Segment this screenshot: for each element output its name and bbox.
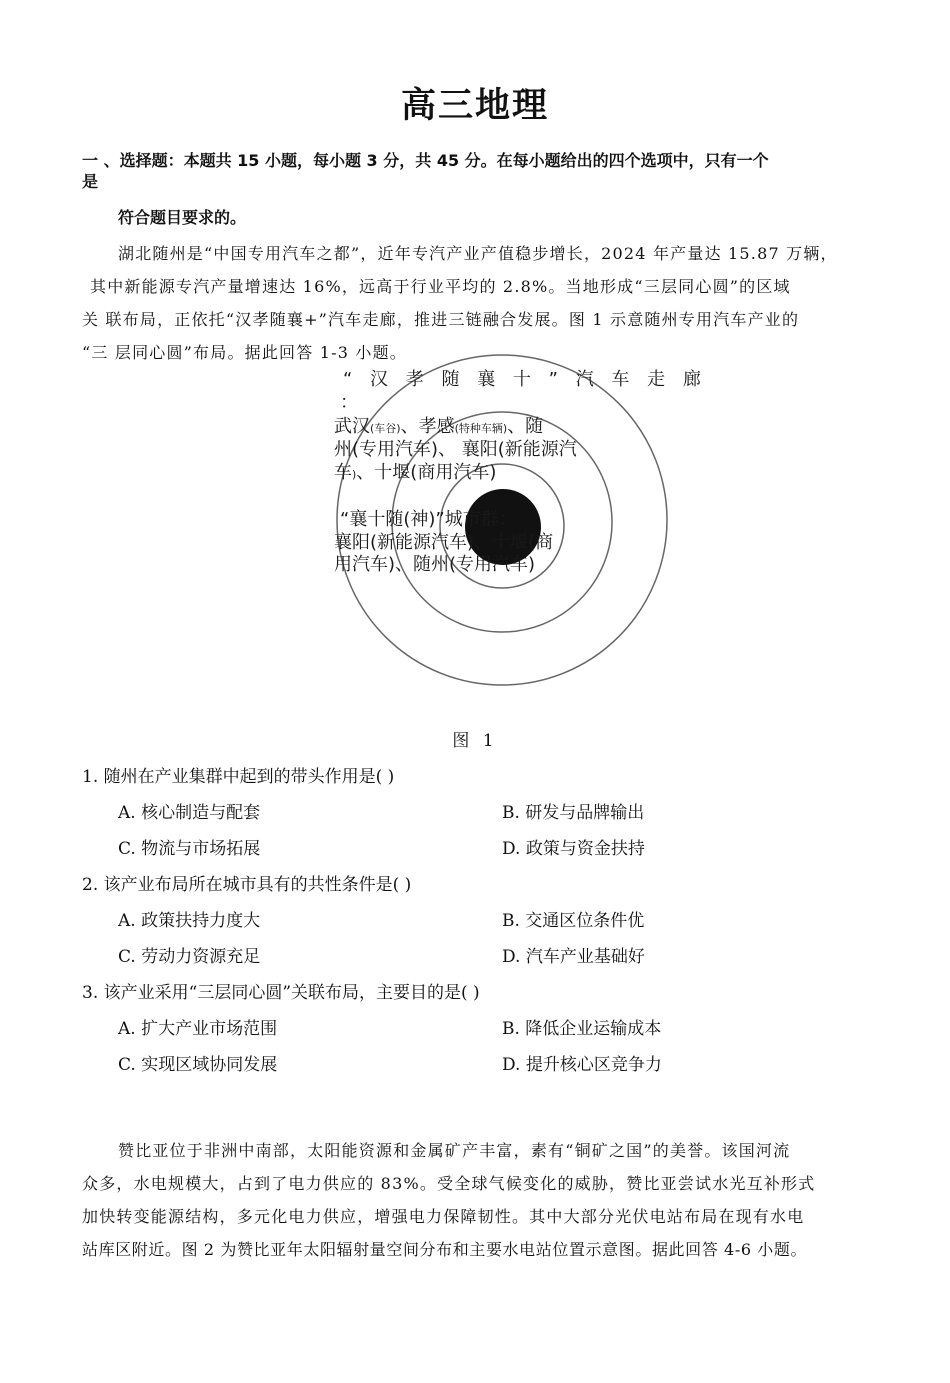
passage2-line: 加快转变能源结构，多元化电力供应，增强电力保障韧性。其中大部分光伏电站布局在现有水电 [82,1207,805,1226]
page-title: 高三地理 [400,86,549,126]
middle-ring-title: “襄十随(神)”城市群： [340,509,517,530]
section-heading-wrap: 是 [82,172,99,191]
middle-ring-line: 用汽车)、随州(专用汽车) [334,554,536,575]
passage2-line: 站库区附近。图 2 为赞比亚年太阳辐射量空间分布和主要水电站位置示意图。据此回答 4-6 小题。 [82,1240,808,1259]
outer-ring-line: 车)、十堰(商用汽车) [334,462,497,483]
outer-ring-line: 州(专用汽车)、 襄阳(新能源汽 [334,439,577,460]
option-d: D. 政策与资金扶持 [502,839,645,859]
option-c: C. 实现区域协同发展 [118,1055,278,1075]
option-b: B. 交通区位条件优 [502,911,645,931]
option-b: B. 研发与品牌输出 [502,803,645,823]
question-stem: 3. 该产业采用“三层同心圆”关联布局，主要目的是( ) [82,983,480,1003]
option-a: A. 扩大产业市场范围 [118,1019,278,1039]
option-d: D. 汽车产业基础好 [502,947,645,967]
passage1-line: 湖北随州是“中国专用汽车之都”，近年专汽产业产值稳步增长，2024 年产量达 15.87 万辆， [118,244,838,263]
option-c: C. 物流与市场拓展 [118,839,261,859]
passage1-line: 关 联布局，正依托“汉孝随襄+”汽车走廊，推进三链融合发展。图 1 示意随州专用汽车产业的 [82,310,800,329]
question-stem: 2. 该产业布局所在城市具有的共性条件是( ) [82,875,412,895]
passage2-line: 众多，水电规模大，占到了电力供应的 83%。受全球气候变化的威胁，赞比亚尝试水光互补形式 [82,1174,816,1193]
middle-ring-line: 襄阳(新能源汽车)、十堰(商 [334,532,554,553]
option-b: B. 降低企业运输成本 [502,1019,662,1039]
option-c: C. 劳动力资源充足 [118,947,261,967]
passage1-line: 其中新能源专汽产量增速达 16%，远高于行业平均的 2.8%。当地形成“三层同心圆”的区域 [90,277,791,296]
outer-ring-title: “ 汉 孝 随 襄 十 ” 汽 车 走 廊 [343,369,707,390]
question-stem: 1. 随州在产业集群中起到的带头作用是( ) [82,767,395,787]
passage1-line: “三 层同心圆”布局。据此回答 1-3 小题。 [82,343,407,362]
option-d: D. 提升核心区竞争力 [502,1055,662,1075]
option-a: A. 政策扶持力度大 [118,911,261,931]
section-heading-cont: 符合题目要求的。 [118,208,247,227]
outer-ring-colon: ： [340,392,358,413]
passage2-line: 赞比亚位于非洲中南部，太阳能资源和金属矿产丰富，素有“铜矿之国”的美誉。该国河流 [118,1141,791,1160]
outer-ring-line: 武汉(车谷)、孝感(特种车辆)、随 [334,416,544,437]
section-heading: 一 、选择题：本题共 15 小题，每小题 3 分，共 45 分。在每小题给出的四个选项中，只有一个 [82,151,769,170]
figure-caption: 图 1 [452,731,498,751]
option-a: A. 核心制造与配套 [118,803,261,823]
